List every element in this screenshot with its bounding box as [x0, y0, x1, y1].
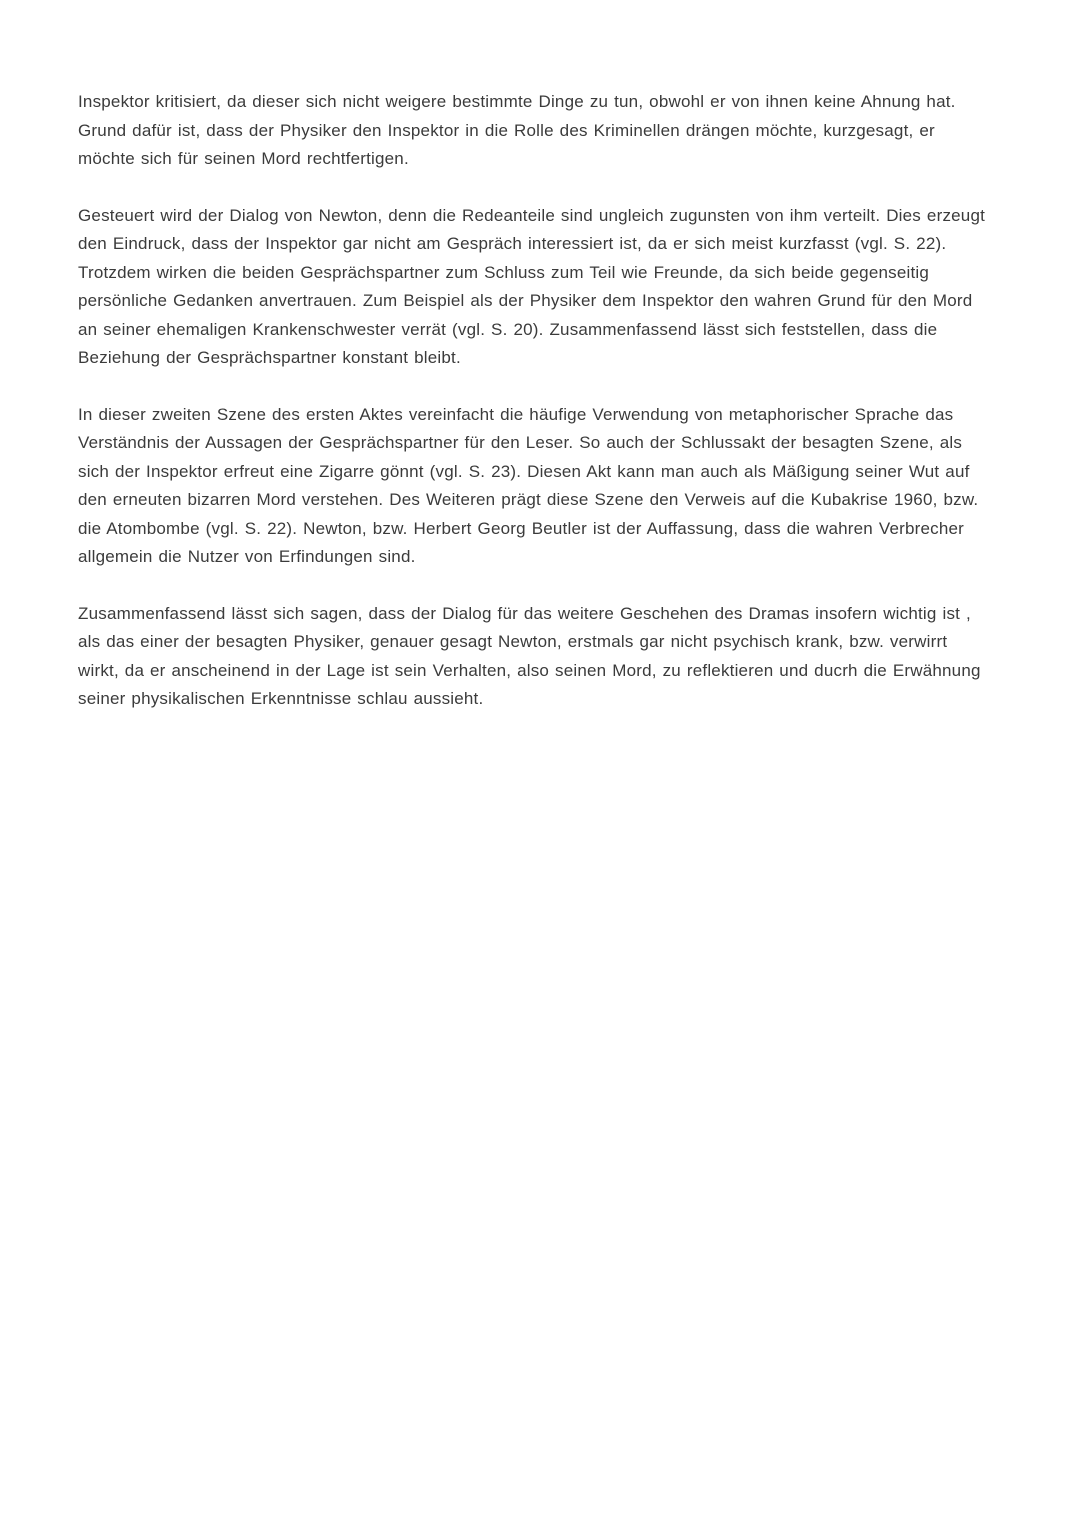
document-body: [78, 88, 994, 714]
paragraph-3: In dieser zweiten Szene des ersten Aktes vereinfacht die häufige Verwendung von metaphorischer Sprache das Verständnis der Aussagen der Gesprächspartner für den Leser. So auch der Schlussakt der besagten Szene, als sich der Inspektor erfreut eine Zigarre gönnt (vgl. S. 23). Diesen Akt kann man auch als Mäßigung seiner Wut auf den erneuten bizarren Mord verstehen. Des Weiteren prägt diese Szene den Verweis auf die Kubakrise 1960, bzw. die Atombombe (vgl. S. 22). Newton, bzw. Herbert Georg Beutler ist der Auffassung, dass die wahren Verbrecher allgemein die Nutzer von Erfindungen sind.: [78, 404, 979, 566]
paragraph-4: Zusammenfassend lässt sich sagen, dass der Dialog für das weitere Geschehen des Dramas insofern wichtig ist , als das einer der besagten Physiker, genauer gesagt Newton, erstmals gar nicht psychisch krank, bzw. verwirrt wirkt, da er anscheinend in der Lage ist sein Verhalten, also seinen Mord, zu reflektieren und ducrh die Erwähnung seiner physikalischen Erkenntnisse schlau aussieht.: [78, 603, 981, 708]
paragraph-2: Gesteuert wird der Dialog von Newton, denn die Redeanteile sind ungleich zugunsten von ihm verteilt. Dies erzeugt den Eindruck, dass der Inspektor gar nicht am Gespräch interessiert ist, da er sich meist kurzfasst (vgl. S. 22). Trotzdem wirken die beiden Gesprächspartner zum Schluss zum Teil wie Freunde, da sich beide gegenseitig persönliche Gedanken anvertrauen. Zum Beispiel als der Physiker dem Inspektor den wahren Grund für den Mord an seiner ehemaligen Krankenschwester verrät (vgl. S. 20). Zusammenfassend lässt sich feststellen, dass die Beziehung der Gesprächspartner konstant bleibt.: [78, 205, 986, 367]
paragraph-1: Inspektor kritisiert, da dieser sich nicht weigere bestimmte Dinge zu tun, obwohl er von ihnen keine Ahnung hat. Grund dafür ist, dass der Physiker den Inspektor in die Rolle des Kriminellen drängen möchte, kurzgesagt, er möchte sich für seinen Mord rechtfertigen.: [78, 92, 956, 168]
